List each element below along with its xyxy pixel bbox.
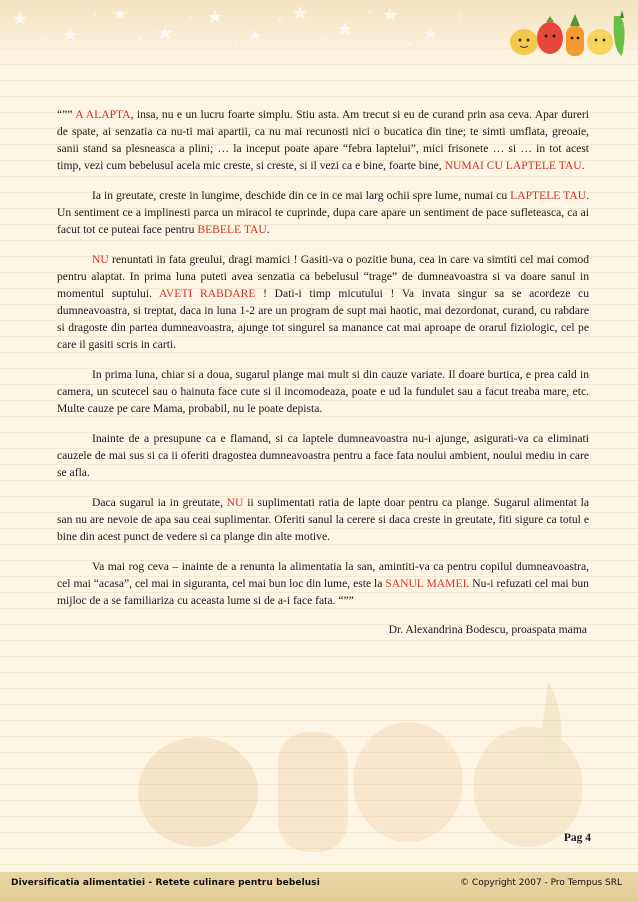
highlight-text: BEBELE TAU <box>197 223 267 237</box>
highlight-text: LAPTELE TAU <box>510 188 587 202</box>
body-text: . Nu-i refuzati cel mai bun mijloc de a se familiariza cu aceasta lume si de a-i face fata. “”” <box>57 576 589 607</box>
highlight-text: NU <box>92 252 109 266</box>
paragraph-1 <box>57 106 589 174</box>
signature: Dr. Alexandrina Bodescu, proaspata mama <box>388 622 587 636</box>
body-text: . <box>581 159 585 173</box>
paragraph-7 <box>57 558 589 609</box>
highlight-text: NU <box>226 495 244 509</box>
faded-vegetables-watermark <box>128 672 598 862</box>
body-text: ! Dati-i timp micutului ! Va invata singur sa se acordeze cu dumneavoastra, si treptat, daca in luna 1-2 are un program de supt mai haotic, mai dezordonat, curand, cu rabdare si dragoste din partea dumneavoastra, ajunge tot singurel sa manance cat mai aproape de orarul fiziologic, cel pe care il gasiti scris in carti. <box>57 287 589 352</box>
body-text: . Un sentiment ce a implinesti parca un miracol te cuprinde, dupa care apare un sentiment de pace sufleteasca, ca ai facut tot ce puteai face pentru <box>57 188 589 237</box>
body-text: Va mai rog ceva – inainte de a renunta la alimentatia la san, amintiti-va ca pentru copilul dumneavoastra, cel mai “acasa”, cel mai in siguranta, cel mai bun loc din lume, este la <box>57 559 589 590</box>
footer-copyright: © Copyright 2007 - Pro Tempus SRL <box>460 878 622 888</box>
body-text: renuntati in fata greului, dragi mamici ! Gasiti-va o pozitie buna, cea in care va simtiti cel mai comod pentru alaptat. In prima luna puteti avea senzatia ca bebelusul “trage” de dumneavoastra si va doare sanul in momentul suptului. <box>57 252 589 301</box>
paragraph-2 <box>57 187 589 238</box>
body-text: Daca sugarul ia in greutate, <box>92 495 227 509</box>
body-text: Inainte de a presupune ca e flamand, si ca laptele dumneavoastra nu-i ajunge, asigurati-va ca eliminati cauzele de mai sus si ca ii oferiti dragostea dumneavoastra pentru a face fata noului ambient, noului mediu in care se afla. <box>57 431 589 480</box>
vegetable-characters-illustration <box>506 2 634 60</box>
body-text: Ia in greutate, creste in lungime, deschide din ce in ce mai larg ochii spre lume, numai cu <box>92 188 511 202</box>
highlight-text: AVETI RABDARE <box>159 287 256 301</box>
body-text: . <box>266 223 270 237</box>
paragraph-3 <box>57 251 589 353</box>
highlight-text: SANUL MAMEI <box>385 576 467 590</box>
paragraph-4 <box>57 366 589 417</box>
paragraph-6 <box>57 494 589 545</box>
stars-decoration <box>0 0 480 55</box>
highlight-text: NUMAI CU LAPTELE TAU <box>444 159 582 173</box>
body-text: “”” <box>57 108 76 121</box>
paragraph-5 <box>57 430 589 481</box>
body-text: In prima luna, chiar si a doua, sugarul plange mai mult si din cauze variate. Il doare burtica, e prea cald in camera, un scutecel sau o hainuta face cute si il incomodeaza, poate e ud la fundulet sau a facut treaba mare, etc. Multe cauze pe care Mama, probabil, nu le poate depista. <box>57 368 589 416</box>
article-body <box>57 106 589 638</box>
highlight-text: A ALAPTA <box>75 108 131 121</box>
footer-title: Diversificatia alimentatiei - Retete culinare pentru bebelusi <box>11 878 320 888</box>
body-text: ii suplimentati ratia de lapte doar pentru ca plange. Sugarul alimentat la san nu are nevoie de apa sau ceai suplimentar. Oferiti sanul la cerere si daca creste in greutate, fiti sigure ca totul e bine din acest punct de vedere si ca plange din alte motive. <box>57 495 589 543</box>
page-number: Pag 4 <box>563 832 591 844</box>
body-text: , insa, nu e un lucru foarte simplu. Stiu asta. Am trecut si eu de curand prin asa ceva. Apar dureri de spate, ai senzatia ca nu-ti mai apartii, ca nu mai recunosti nici o bucatica din tine; te simti umflata, greoaie, sanii stand sa plesneasca a plini; … la inceput poate apare “febra laptelui”, mici frisonete … si … in tot acest timp, vezi cum bebelusul acela mic creste, si creste, si il vezi ca e bine, foarte bine, <box>57 108 589 173</box>
